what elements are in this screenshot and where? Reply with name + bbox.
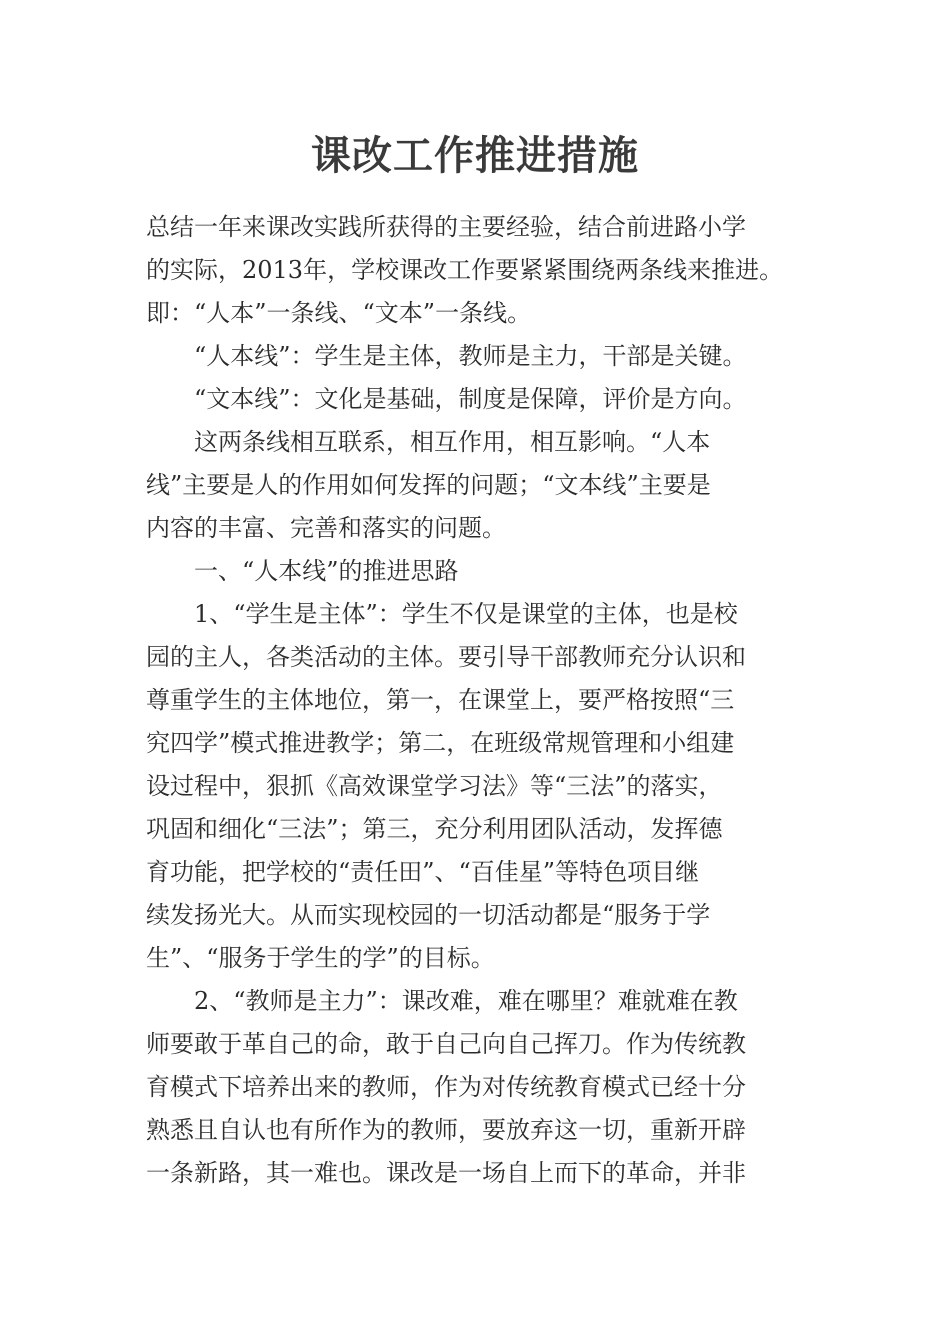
- text-line: 线”主要是人的作用如何发挥的问题；“文本线”主要是: [146, 471, 711, 499]
- text-line: “文本线”：文化是基础，制度是保障，评价是方向。: [194, 385, 747, 413]
- document-body: [146, 206, 806, 1195]
- text-line: 设过程中，狠抓《高效课堂学习法》等“三法”的落实，: [146, 772, 723, 800]
- text-line: 生”、“服务于学生的学”的目标。: [146, 944, 495, 972]
- document-title: 课改工作推进措施: [311, 132, 639, 179]
- text-line: 2、“教师是主力”：课改难，难在哪里？难就难在教: [194, 987, 738, 1015]
- text-line: 一条新路，其一难也。课改是一场自上而下的革命，并非: [146, 1159, 746, 1187]
- text-line: 尊重学生的主体地位，第一，在课堂上，要严格按照“三: [146, 686, 735, 714]
- text-line: 究四学”模式推进教学；第二，在班级常规管理和小组建: [146, 729, 735, 757]
- text-line: 总结一年来课改实践所获得的主要经验，结合前进路小学: [146, 213, 746, 241]
- text-line: “人本线”：学生是主体，教师是主力，干部是关键。: [194, 342, 747, 370]
- text-line: 续发扬光大。从而实现校园的一切活动都是“服务于学: [146, 901, 711, 929]
- text-line: 一、“人本线”的推进思路: [194, 557, 459, 585]
- text-line: 1、“学生是主体”：学生不仅是课堂的主体，也是校: [194, 600, 738, 628]
- text-line: 这两条线相互联系，相互作用，相互影响。“人本: [194, 428, 711, 456]
- text-line: 师要敢于革自己的命，敢于自己向自己挥刀。作为传统教: [146, 1030, 746, 1058]
- text-line: 巩固和细化“三法”；第三，充分利用团队活动，发挥德: [146, 815, 723, 843]
- text-line: 内容的丰富、完善和落实的问题。: [146, 514, 506, 542]
- text-line: 育功能，把学校的“责任田”、“百佳星”等特色项目继: [146, 858, 700, 886]
- text-line: 育模式下培养出来的教师，作为对传统教育模式已经十分: [146, 1073, 746, 1101]
- text-line: 熟悉且自认也有所作为的教师，要放弃这一切，重新开辟: [146, 1116, 746, 1144]
- text-line: 的实际，2013年，学校课改工作要紧紧围绕两条线来推进。: [146, 256, 784, 284]
- text-line: 园的主人，各类活动的主体。要引导干部教师充分认识和: [146, 643, 746, 671]
- text-line: 即：“人本”一条线、“文本”一条线。: [146, 299, 532, 327]
